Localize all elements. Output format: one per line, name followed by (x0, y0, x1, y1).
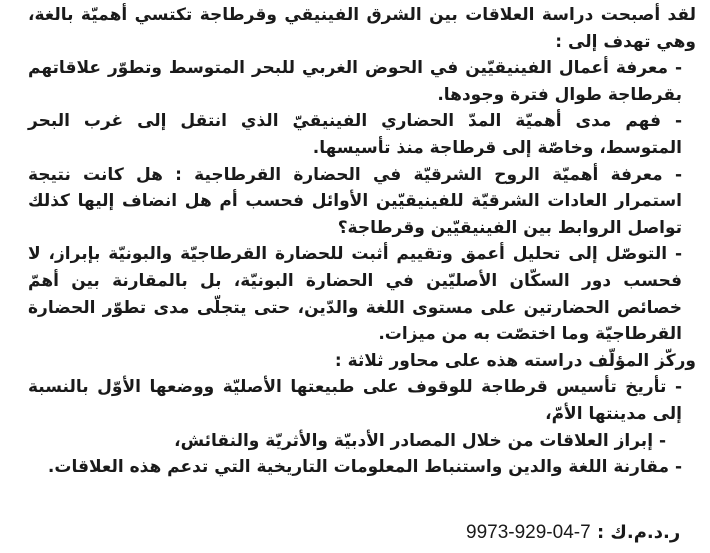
intro-paragraph: لقد أصبحت دراسة العلاقات بين الشرق الفينيقي وقرطاجة تكتسي أهميّة بالغة، وهي تهدف إلى : (28, 5, 696, 52)
objective-item-3: - معرفة أهميّة الروح الشرقيّة في الحضارة القرطاجية : هل كانت نتيجة استمرار العادات الشرقيّة للفينيقيّين الأوائل فحسب أم هل انضاف إليها كذلك تواصل الروابط بين الفينيقيّين وقرطاجة؟ (28, 164, 682, 238)
objective-item-2: - فهم مدى أهميّة المدّ الحضاري الفينيقيّ الذي انتقل إلى غرب البحر المتوسط، وخاصّة إلى قرطاجة منذ تأسيسها. (28, 111, 682, 158)
isbn-label: ر.د.م.ك : (596, 522, 681, 543)
objective-item-1: - معرفة أعمال الفينيقيّين في الحوض الغربي للبحر المتوسط وتطوّر علاقاتهم بقرطاجة طوال فترة وجودها. (28, 58, 682, 105)
axis-item-1: - تأريخ تأسيس قرطاجة للوقوف على طبيعتها الأصليّة ووضعها الأوّل بالنسبة إلى مدينتها الأمّ، (28, 377, 682, 424)
axis-item-2: - إبراز العلاقات من خلال المصادر الأدبيّة والأثريّة والنقائش، (174, 430, 666, 451)
axis-item-3: - مقارنة اللغة والدين واستنباط المعلومات التاريخية التي تدعم هذه العلاقات. (47, 457, 682, 478)
isbn-line (466, 522, 680, 544)
objective-item-4: - التوصّل إلى تحليل أعمق وتقييم أثبت للحضارة القرطاجيّة والبونيّة بإبراز، لا فحسب دور السكّان الأصليّين في الحضارة البونيّة، بل بالمقارنة بين أهمّ خصائص الحضارتين على مستوى اللغة والدّين، حتى يتجلّى مدى تطوّر الحضارة القرطاجيّة وما اختصّت به من ميزات. (28, 244, 682, 345)
isbn-number: 9973-929-04-7 (466, 522, 591, 543)
axes-intro: وركّز المؤلّف دراسته هذه على محاور ثلاثة : (334, 350, 696, 371)
document-body (28, 2, 696, 481)
